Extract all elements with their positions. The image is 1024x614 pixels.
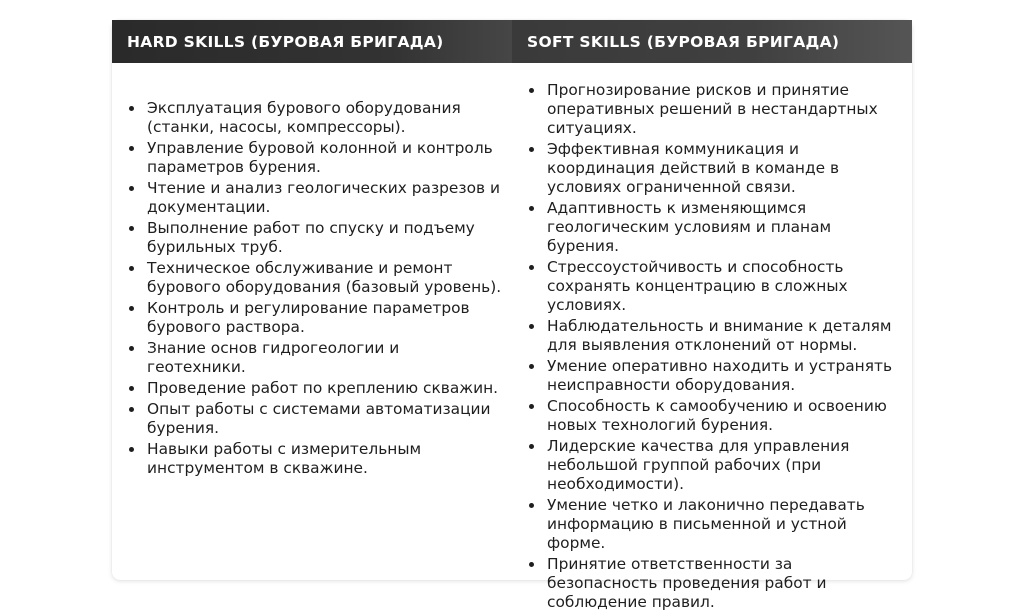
list-item: Техническое обслуживание и ремонт бурового оборудования (базовый уровень). [147, 259, 502, 296]
list-item: Умение оперативно находить и устранять неисправности оборудования. [547, 357, 902, 395]
soft-skills-list [547, 81, 902, 612]
list-item: Выполнение работ по спуску и подъему бурильных труб. [147, 219, 502, 257]
list-item: Эксплуатация бурового оборудования (станки, насосы, компрессоры). [147, 99, 502, 137]
list-item: Стрессоустойчивость и способность сохранять концентрацию в сложных условиях. [547, 258, 902, 315]
list-item: Чтение и анализ геологических разрезов и документации. [147, 179, 502, 217]
list-item: Опыт работы с системами автоматизации бурения. [147, 400, 502, 438]
list-item: Наблюдательность и внимание к деталям для выявления отклонений от нормы. [547, 317, 902, 355]
list-item: Лидерские качества для управления небольшой группой рабочих (при необходимости). [547, 437, 902, 494]
skills-table [112, 20, 912, 611]
soft-skills-header: SOFT SKILLS (БУРОВАЯ БРИГАДА) [512, 20, 912, 63]
list-item: Адаптивность к изменяющимся геологическим условиям и планам бурения. [547, 199, 902, 256]
hard-skills-list [147, 99, 502, 478]
list-item: Прогнозирование рисков и принятие оперативных решений в нестандартных ситуациях. [547, 81, 902, 138]
table-body [112, 63, 912, 614]
list-item: Умение четко и лаконично передавать информацию в письменной и устной форме. [547, 496, 902, 553]
list-item: Проведение работ по креплению скважин. [147, 379, 502, 398]
list-item: Навыки работы с измерительным инструментом в скважине. [147, 440, 502, 478]
list-item: Способность к самообучению и освоению новых технологий бурения. [547, 397, 902, 435]
list-item: Управление буровой колонной и контроль параметров бурения. [147, 139, 502, 177]
soft-skills-column [512, 63, 912, 614]
hard-skills-header: HARD SKILLS (БУРОВАЯ БРИГАДА) [112, 20, 512, 63]
list-item: Контроль и регулирование параметров бурового раствора. [147, 299, 502, 337]
list-item: Знание основ гидрогеологии и геотехники. [147, 339, 502, 377]
table-header [112, 20, 912, 63]
list-item: Принятие ответственности за безопасность проведения работ и соблюдение правил. [547, 555, 902, 612]
list-item: Эффективная коммуникация и координация действий в команде в условиях ограниченной связи. [547, 140, 902, 197]
hard-skills-column [112, 63, 512, 614]
